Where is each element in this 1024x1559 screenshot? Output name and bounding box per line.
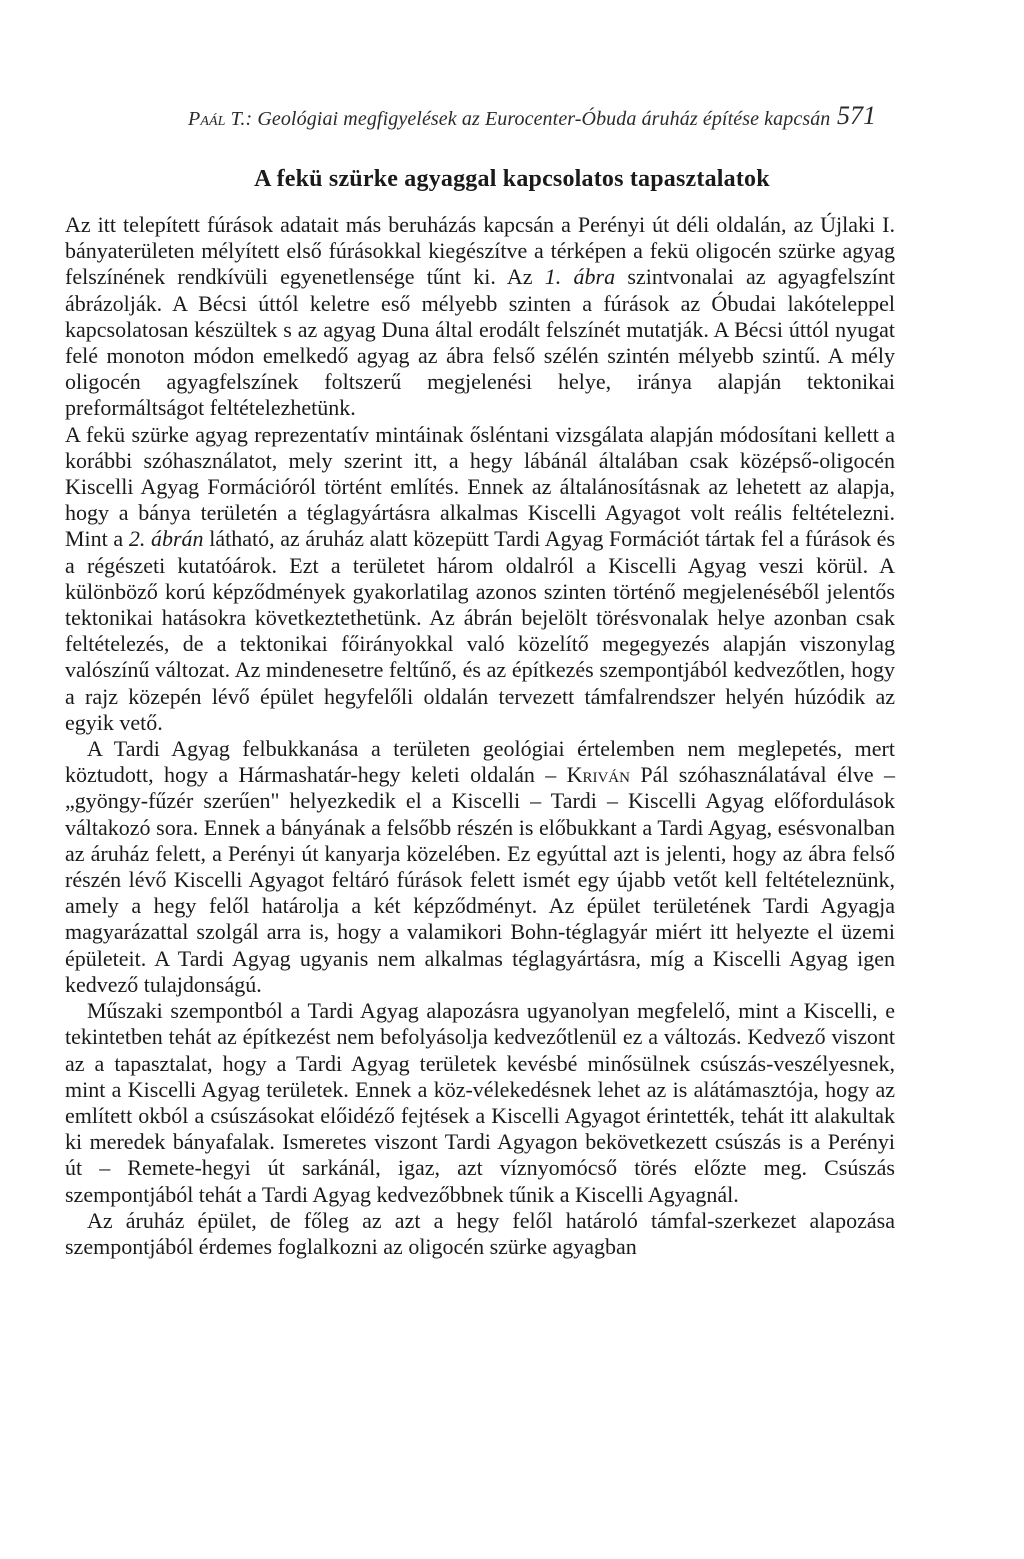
text-run: Pál szóhasználatával élve – „gyöngy-fűzér szerűen" helyezkedik el a Kiscelli – Tardi – Kiscelli Agyag előfordulások váltakozó sora. Ennek a bányának a felsőbb részén is előbukkant a Tardi Agyag, esésvonalban az áruház felett, a Perényi út kanyarja közelében. Ez egyúttal azt is jelenti, hogy az ábra felső részén lévő Kiscelli Agyagot feltáró fúrások felett ismét egy újabb vetőt kell feltételeznünk, amely a hegy felől határolja a két képződményt. Az épület területének Tardi Agyagja magyarázattal szolgál arra is, hogy a valamikori Bohn-téglagyár miért itt helyezte el üzemi épületeit. A Tardi Agyag ugyanis nem alkalmas téglagyártásra, míg a Kiscelli Agyag igen kedvező tulajdonságú.: [65, 762, 895, 997]
text-run: Az áruház épület, de főleg az azt a hegy felől határoló támfal-szerkezet alapozása szempontjából érdemes foglalkozni az oligocén szürke agyagban: [65, 1207, 895, 1259]
body-text: [65, 212, 895, 1260]
paragraph: [65, 422, 895, 736]
text-run: Műszaki szempontból a Tardi Agyag alapozásra ugyanolyan megfelelő, mint a Kiscelli, e tekintetben tehát az építkezést nem befolyásolja kedvezőtlenül ez a változás. Kedvező viszont az a tapasztalat, hogy a Tardi Agyag területek kevésbé minősülnek csúszás-veszélyesnek, mint a Kiscelli Agyag területek. Ennek a köz-vélekedésnek lehet az is alátámasztója, hogy az említett okból a csúszásokat előidéző fejtések a Kiscelli Agyagot érintették, tehát itt alakultak ki meredek bányafalak. Ismeretes viszont Tardi Agyagon bekövetkezett csúszás is a Perényi út – Remete-hegyi út sarkánál, igaz, azt víznyomócső törés előzte meg. Csúszás szempontjából tehát a Tardi Agyag kedvezőbbnek tűnik a Kiscelli Agyagnál.: [65, 998, 895, 1207]
running-header: [188, 98, 876, 138]
section-title: A fekü szürke agyaggal kapcsolatos tapasztalatok: [254, 166, 770, 192]
running-title: [188, 108, 830, 131]
text-run: A Tardi Agyag felbukkanása a területen geológiai értelemben nem meglepetés, mert köztudott, hogy a Hármashatár-hegy keleti oldalán –: [65, 736, 895, 788]
figure-reference: 1. ábra: [544, 264, 616, 290]
paragraph: [65, 1208, 895, 1260]
paragraph: [65, 212, 895, 422]
author-reference: Kriván: [566, 762, 630, 788]
article-title: : Geológiai megfigyelések az Eurocenter-Óbuda áruház építése kapcsán: [245, 108, 831, 130]
paragraph: [65, 736, 895, 998]
page-number: 571: [837, 101, 876, 130]
author-name: Paál T.: [188, 108, 246, 130]
text-run: A fekü szürke agyag reprezentatív mintáinak ősléntani vizsgálata alapján módosítani kellett a korábbi szóhasználatot, mely szerint itt, a hegy lábánál általában csak középső-oligocén Kiscelli Agyag Formációról történt említés. Ennek az általánosításnak az lehetett az alapja, hogy a bánya területén a téglagyártásra alkalmas Kiscelli Agyagot volt reális feltételezni. Mint a: [65, 421, 895, 552]
paragraph: [65, 998, 895, 1208]
text-run: Az itt telepített fúrások adatait más beruházás kapcsán a Perényi út déli oldalán, az Újlaki I. bányaterületen mélyített első fúrásokkal kiegészítve a térképen a fekü oligocén szürke agyag felszínének rendkívüli egyenetlensége tűnt ki. Az: [65, 212, 895, 290]
text-run: szintvonalai az agyagfelszínt ábrázolják. A Bécsi úttól keletre eső mélyebb szinten a fúrások az Óbudai lakóteleppel kapcsolatosan készültek s az agyag Duna által erodált felszínét mutatják. A Bécsi úttól nyugat felé monoton módon emelkedő agyag az ábra felső szélén szintén mélyebb szintű. A mély oligocén agyagfelszínek foltszerű megjelenési helye, iránya alapján tektonikai preformáltságot feltételezhetünk.: [65, 264, 896, 421]
text-run: látható, az áruház alatt közepütt Tardi Agyag Formációt tártak fel a fúrások és a régészeti kutatóárok. Ezt a területet három oldalról a Kiscelli Agyag veszi körül. A különböző korú képződmények gyakorlatilag azonos szinten történő megjelenéséből jelentős tektonikai hatásokra következtethetünk. Az ábrán bejelölt törésvonalak helye azonban csak feltételezés, de a tektonikai főirányokkal való közelítő megegyezés alapján viszonylag valószínű változat. Az mindenesetre feltűnő, és az építkezés szempontjából kedvezőtlen, hogy a rajz közepén lévő épület hegyfelőli oldalán tervezett támfalrendszer helyén húzódik az egyik vető.: [65, 526, 896, 735]
figure-reference: 2. ábrán: [128, 526, 204, 552]
